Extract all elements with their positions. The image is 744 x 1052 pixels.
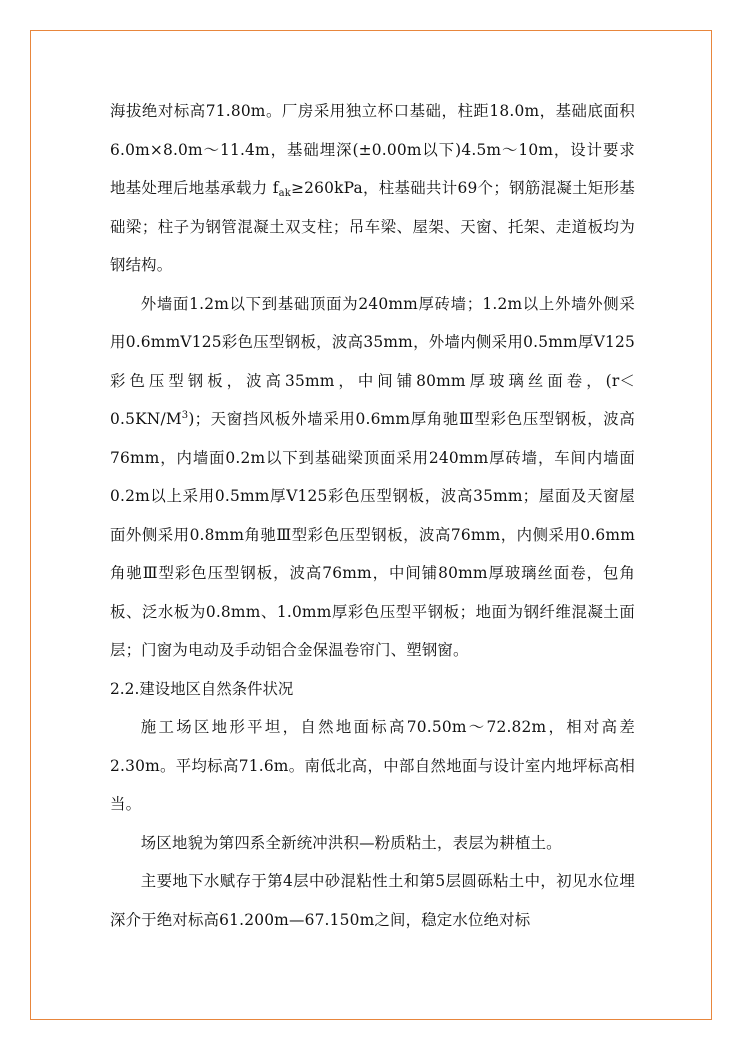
document-body xyxy=(110,92,635,939)
paragraph-groundwater: 主要地下水赋存于第4层中砂混粘性土和第5层圆砾粘土中，初见水位埋深介于绝对标高61.200m—67.150m之间，稳定水位绝对标 xyxy=(110,872,635,929)
paragraph-walls: 外墙面1.2m以下到基础顶面为240mm厚砖墙；1.2m以上外墙外侧采用0.6mmV125彩色压型钢板，波高35mm，外墙内侧采用0.5mm厚V125彩色压型钢板，波高35mm，中间铺80mm厚玻璃丝面卷，$(r<0.5KN/M^3)$；天窗挡风板外墙采用0.6mm厚角驰Ⅲ型彩色压型钢板，波高76mm，内墙面0.2m以下到基础梁顶面采用240mm厚砖墙，车间内墙面0.2m以上采用0.5mm厚V125彩色压型钢板，波高35mm；屋面及天窗屋面外侧采用0.8mm角驰Ⅲ型彩色压型钢板，波高76mm，内侧采用0.6mm角驰Ⅲ型彩色压型钢板，波高76mm，中间铺80mm厚玻璃丝面卷，包角板、泛水板为0.8mm、1.0mm厚彩色压型平钢板；地面为钢纤维混凝土面层；门窗为电动及手动铝合金保温卷帘门、塑钢窗。 xyxy=(110,294,635,659)
paragraph-landform: 场区地貌为第四系全新统冲洪积—粉质粘土，表层为耕植土。 xyxy=(140,833,562,852)
paragraph-foundation: 海拔绝对标高71.80m。厂房采用独立杯口基础，柱距18.0m，基础底面积6.0m×8.0m～11.4m，基础埋深(±0.00m以下)4.5m～10m，设计要求地基处理后地基承载力 $f_{ak}\ge 260kPa$，柱基础共计69个；钢筋混凝土矩形基础梁；柱子为钢管混凝土双支柱；吊车梁、屋架、天窗、托架、走道板均为钢结构。 xyxy=(110,102,635,274)
section-heading: 2.2.建设地区自然条件状况 xyxy=(110,679,294,698)
paragraph-terrain: 施工场区地形平坦，自然地面标高70.50m～72.82m，相对高差2.30m。平均标高71.6m。南低北高，中部自然地面与设计室内地坪标高相当。 xyxy=(110,718,635,813)
